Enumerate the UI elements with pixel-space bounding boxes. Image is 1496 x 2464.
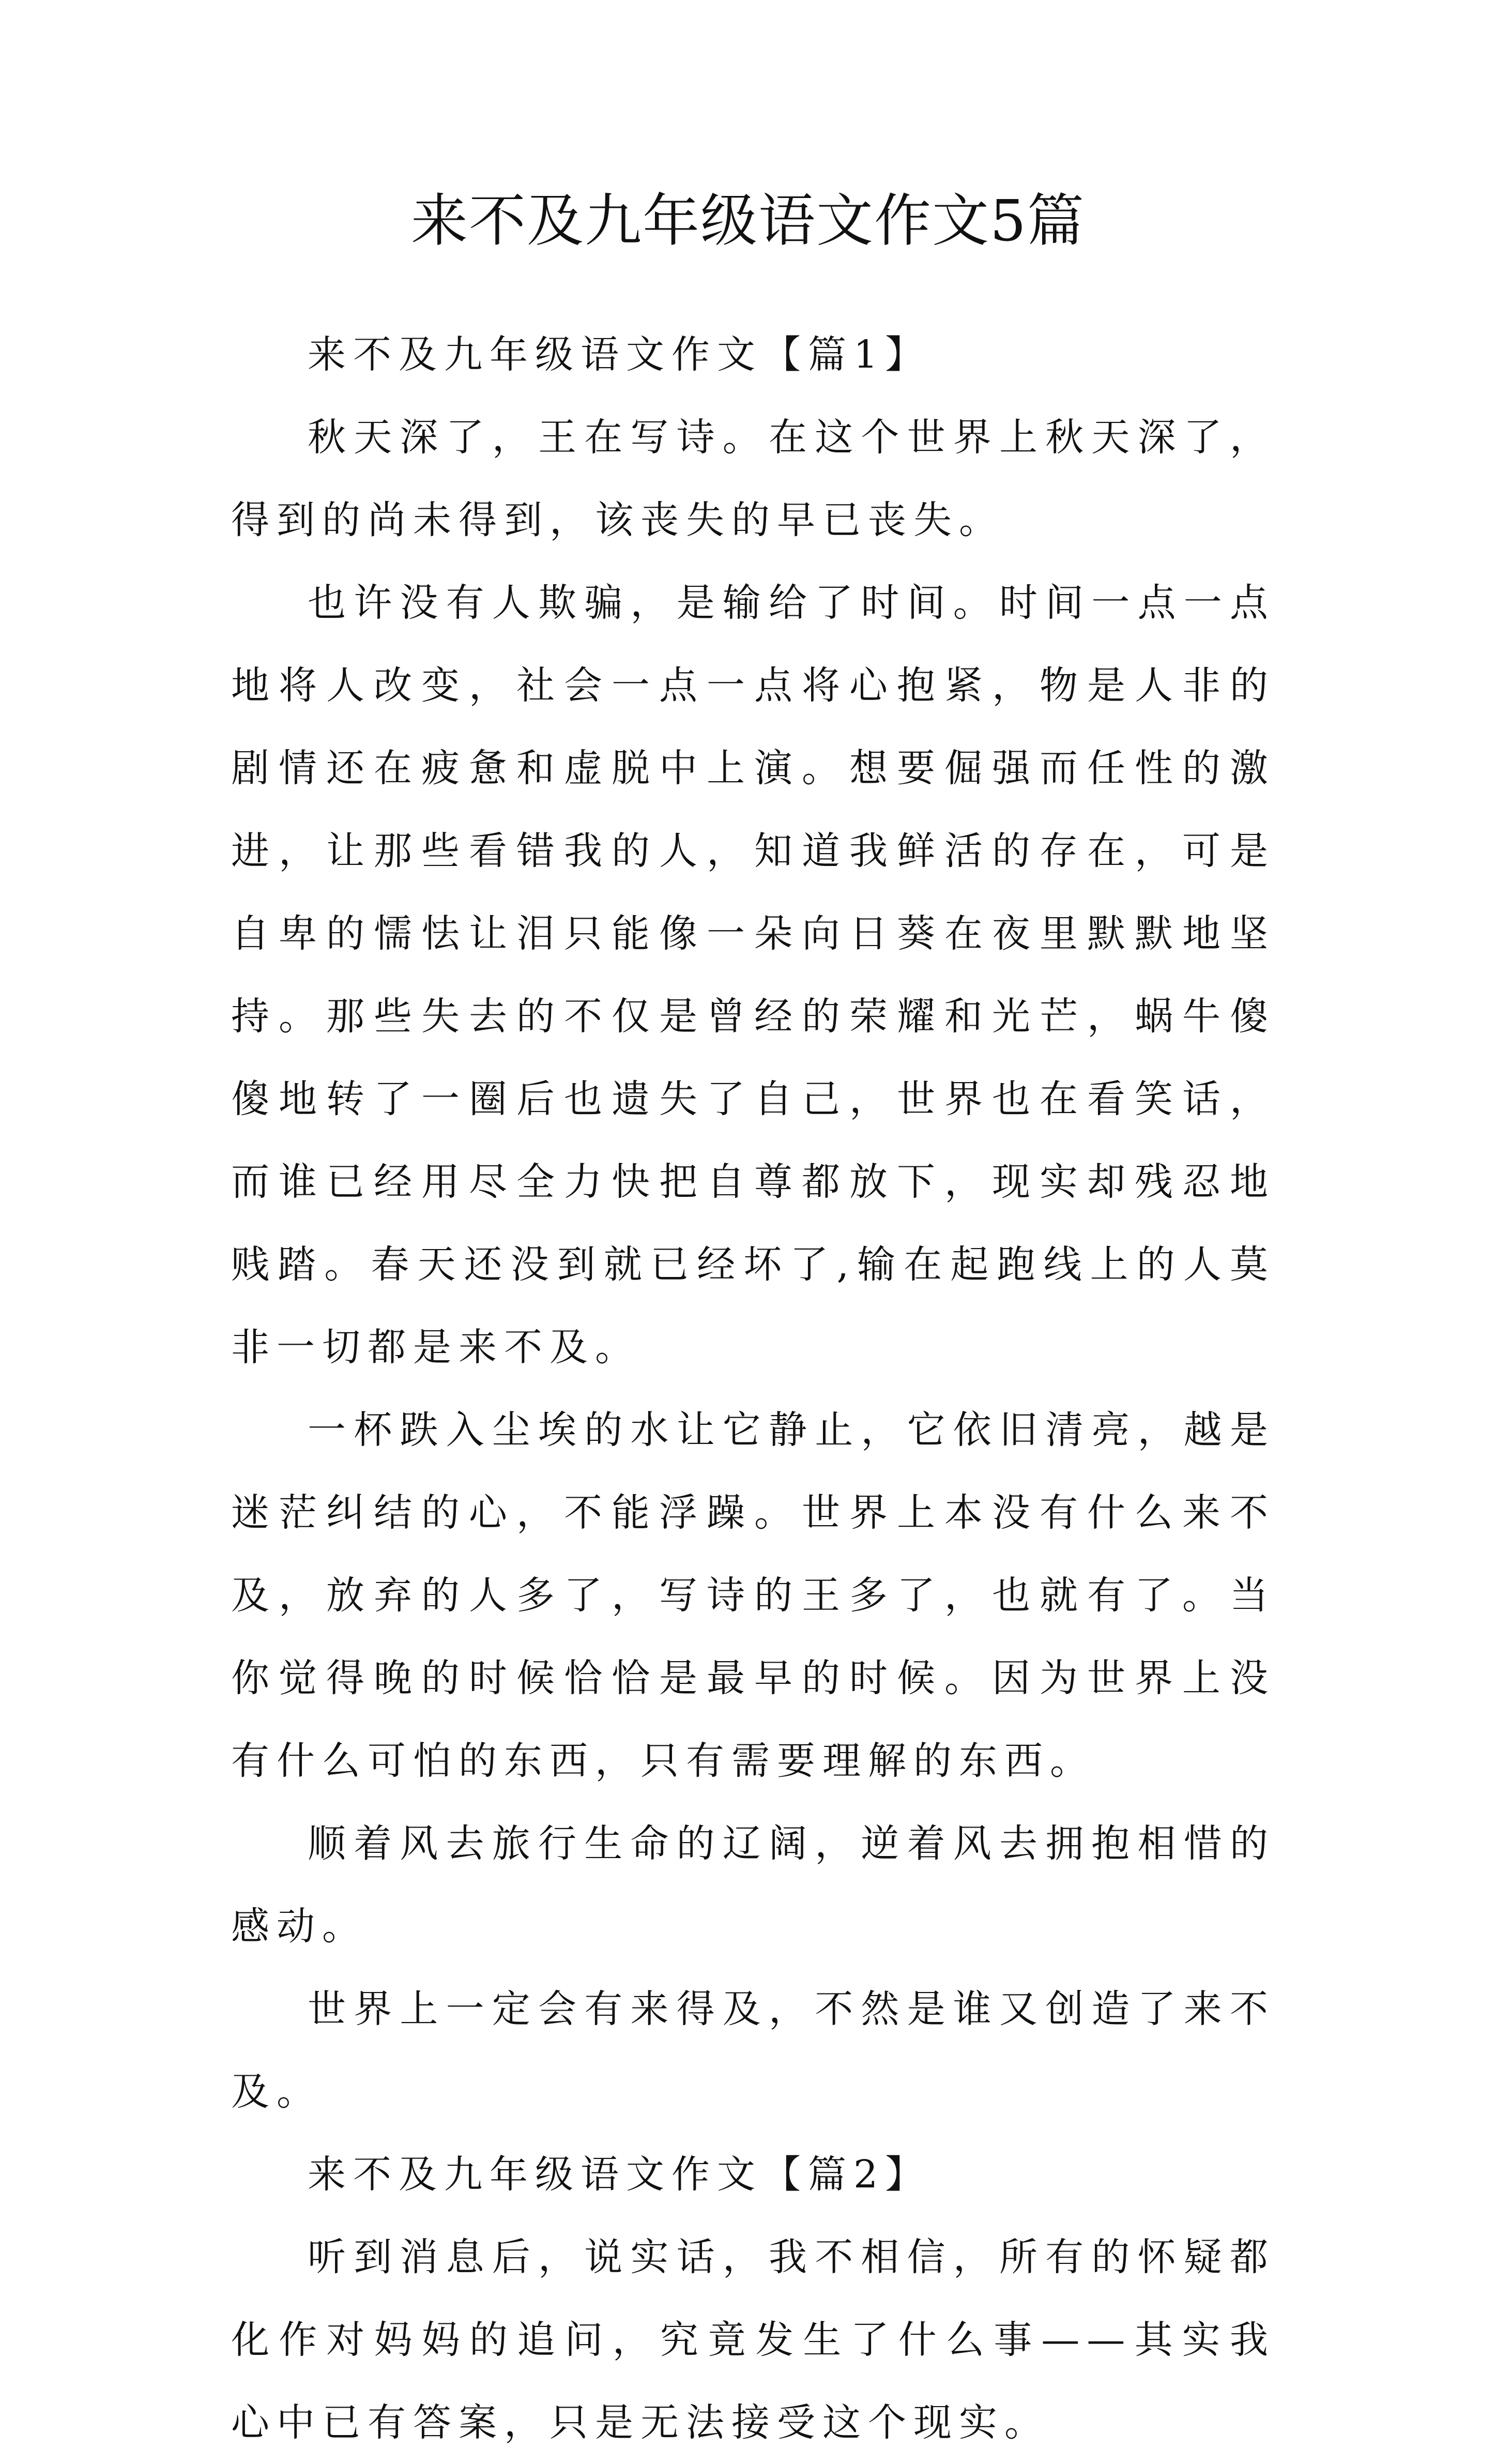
paragraph-1: 秋天深了，王在写诗。在这个世界上秋天深了，得到的尚未得到，该丧失的早已丧失。 [231,415,1275,542]
paragraph-2: 也许没有人欺骗，是输给了时间。时间一点一点地将人改变，社会一点一点将心抱紧，物是人非的剧情还在疲惫和虚脱中上演。想要倔强而任性的激进，让那些看错我的人，知道我鲜活的存在，可是自卑的懦怯让泪只能像一朵向日葵在夜里默默地坚持。那些失去的不仅是曾经的荣耀和光芒，蜗牛傻傻地转了一圈后也遗失了自己，世界也在看笑话，而谁已经用尽全力快把自尊都放下，现实却残忍地贱踏。春天还没到就已经坏了,输在起跑线上的人莫非一切都是来不及。 [231,581,1275,1370]
document-body [231,313,1275,2464]
paragraph-5: 世界上一定会有来得及，不然是谁又创造了来不及。 [231,1987,1275,2114]
section-heading-1: 来不及九年级语文作文【篇1】 [308,332,931,377]
paragraph-3: 一杯跌入尘埃的水让它静止，它依旧清亮，越是迷茫纠结的心，不能浮躁。世界上本没有什么来不及，放弃的人多了，写诗的王多了，也就有了。当你觉得晚的时候恰恰是最早的时候。因为世界上没有什么可怕的东西，只有需要理解的东西。 [231,1408,1275,1783]
document-title: 来不及九年级语文作文5篇 [411,188,1085,254]
section-heading-2: 来不及九年级语文作文【篇2】 [308,2152,931,2197]
paragraph-6: 听到消息后，说实话，我不相信，所有的怀疑都化作对妈妈的追问，究竟发生了什么事——其实我心中已有答案，只是无法接受这个现实。 [231,2235,1275,2445]
paragraph-4: 顺着风去旅行生命的辽阔，逆着风去拥抱相惜的感动。 [231,1821,1275,1949]
